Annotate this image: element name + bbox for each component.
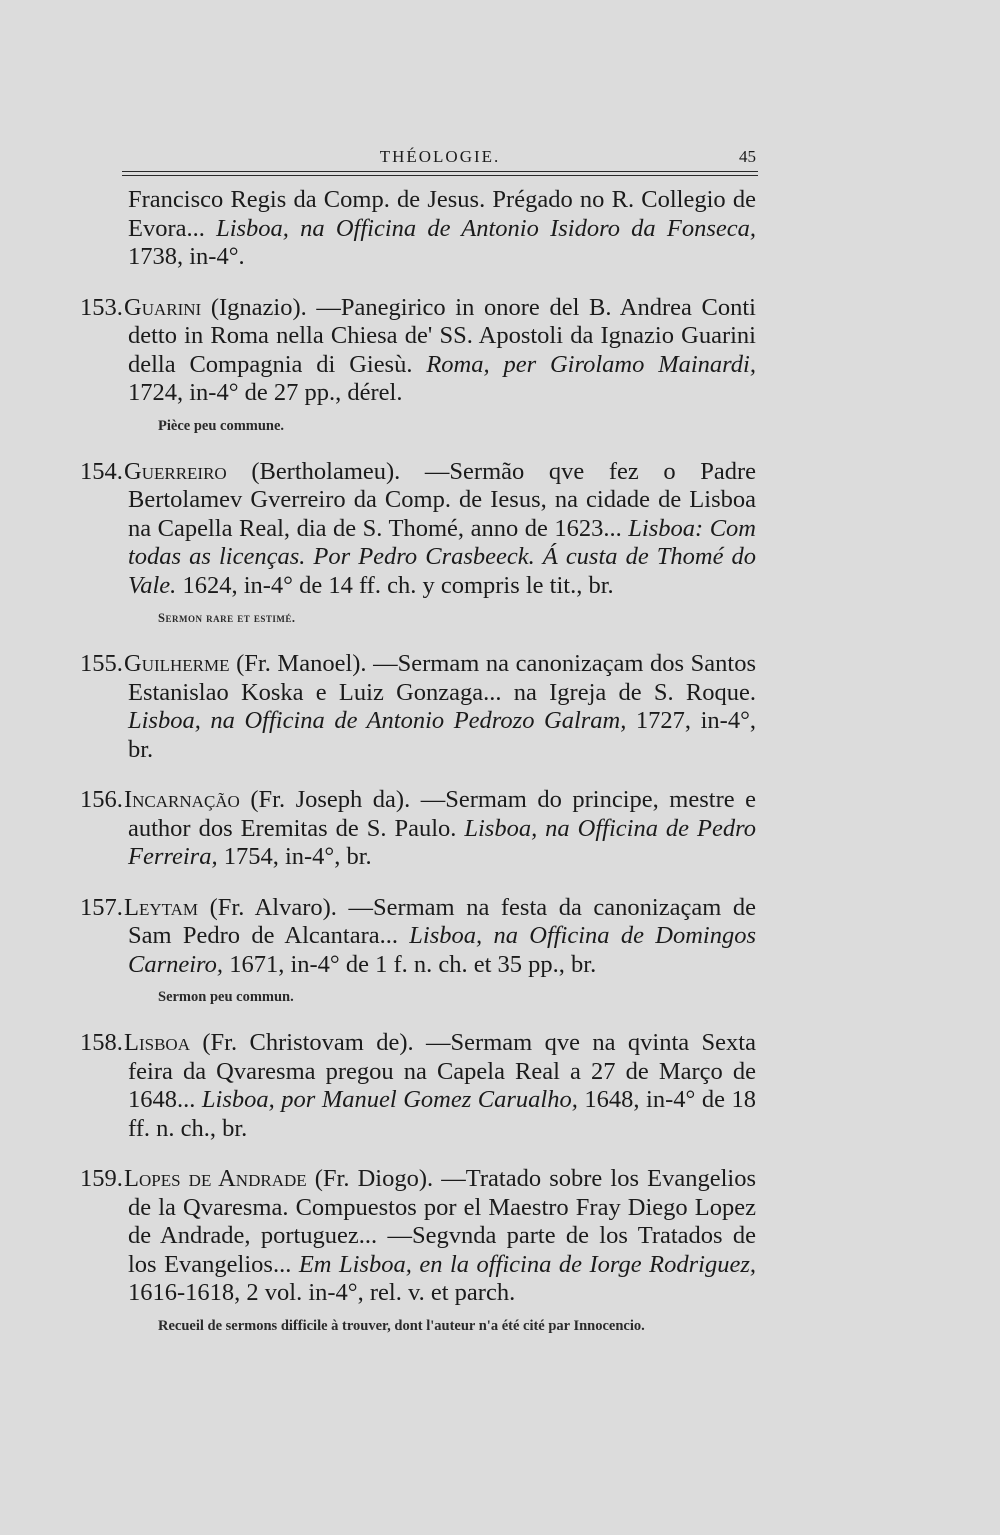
entry-imprint: Lisboa, na Officina de Antonio Pedrozo Galram, xyxy=(128,707,627,734)
entry-author: Guarini xyxy=(124,293,202,321)
entry-number: 157. xyxy=(80,893,123,921)
entry-imprint: Lisboa: Com todas as licenças. Por Pedro Crasbeeck. Á custa de Thomé do Vale. xyxy=(128,514,756,599)
entry-imprint: Lisboa, na Officina de Pedro Ferreira, xyxy=(128,814,756,870)
entry-text: (Fr. Joseph da). —Sermam do principe, mestre e author dos Eremitas de S. Paulo. xyxy=(128,786,756,842)
carryover-imprint: Lisboa, na Officina de Antonio Isidoro da Fonseca, xyxy=(216,214,756,242)
entry-author: Incarnação xyxy=(124,786,240,813)
entry-156 xyxy=(80,786,756,872)
entry-author: Lisboa xyxy=(124,1029,190,1056)
entry-imprint: Roma, per Girolamo Mainardi, xyxy=(426,350,756,378)
entry-number: 153. xyxy=(80,293,123,321)
entry-imprint: Lisboa, na Officina de Domingos Carneiro, xyxy=(128,922,756,978)
carryover-tail: 1738, in-4°. xyxy=(128,243,245,270)
entry-text: (Fr. Alvaro). —Sermam na festa da canonizaçam de Sam Pedro de Alcantara... xyxy=(128,893,756,949)
entry-153 xyxy=(80,294,756,408)
entry-157 xyxy=(80,894,756,980)
entry-author: Guerreiro xyxy=(124,457,227,485)
entry-note: Recueil de sermons difficile à trouver, dont l'auteur n'a été cité par Innocencio. xyxy=(158,1317,645,1334)
entry-number: 155. xyxy=(80,650,123,677)
entry-tail: 1724, in-4° de 27 pp., dérel. xyxy=(128,379,403,406)
entry-number: 154. xyxy=(80,457,123,485)
catalogue-text xyxy=(80,186,757,1336)
entry-author: Lopes de Andrade xyxy=(124,1165,307,1192)
entry-tail: 1648, in-4° de 18 ff. n. ch., br. xyxy=(128,1086,756,1142)
header-rule xyxy=(122,171,758,172)
entry-text: (Ignazio). —Panegirico in onore del B. Andrea Conti detto in Roma nella Chiesa de' SS. Apostoli da Ignazio Guarini della Compagnia di Giesù. xyxy=(128,293,756,378)
page-number: 45 xyxy=(739,147,756,166)
header-rule-double xyxy=(122,175,758,176)
page-header xyxy=(122,147,758,177)
entry-tail: 1754, in-4°, br. xyxy=(217,843,372,870)
entry-number: 158. xyxy=(80,1029,123,1056)
entry-note xyxy=(158,608,756,628)
entry-tail: 1616-1618, 2 vol. in-4°, rel. v. et parch. xyxy=(128,1279,516,1306)
entry-text: (Fr. Diogo). —Tratado sobre los Evangelios de la Qvaresma. Compuestos por el Maestro Fray Diego Lopez de Andrade, portuguez... —Segvnda parte de los Tratados de los Evangelios... xyxy=(128,1165,757,1278)
carryover-text: Francisco Regis da Comp. de Jesus. Prégado no R. Collegio de Evora... xyxy=(128,186,756,242)
entry-author: Guilherme xyxy=(124,650,230,677)
entry-number: 156. xyxy=(80,786,123,813)
entry-imprint: Lisboa, por Manuel Gomez Carualho, xyxy=(201,1086,578,1113)
entry-158 xyxy=(80,1029,756,1143)
entry-tail: 1727, in-4°, br. xyxy=(128,707,757,763)
entry-159 xyxy=(80,1165,756,1308)
entry-author: Leytam xyxy=(124,893,199,921)
entry-text: (Bertholameu). —Sermão qve fez o Padre Bertolamev Gverreiro da Comp. de Iesus, na cidade de Lisboa na Capella Real, dia de S. Thomé, anno de 1623... xyxy=(128,457,756,542)
entry-text: (Fr. Christovam de). —Sermam qve na qvinta Sexta feira da Qvaresma pregou na Capela Real a 27 de Março de 1648... xyxy=(128,1029,756,1113)
entry-note-text: Sermon rare et estimé. xyxy=(158,611,296,625)
entry-number: 159. xyxy=(80,1165,123,1192)
entry-154 xyxy=(80,458,756,601)
carryover-entry xyxy=(128,186,756,272)
entry-note: Sermon peu commun. xyxy=(158,989,294,1005)
running-title: THÉOLOGIE. xyxy=(379,147,501,166)
entry-tail: 1624, in-4° de 14 ff. ch. y compris le tit., br. xyxy=(176,571,614,599)
entry-text: (Fr. Manoel). —Sermam na canonizaçam dos Santos Estanislao Koska e Luiz Gonzaga... na Igreja de S. Roque. xyxy=(128,650,756,706)
entry-tail: 1671, in-4° de 1 f. n. ch. et 35 pp., br. xyxy=(223,950,597,978)
entry-imprint: Em Lisboa, en la officina de Iorge Rodriguez, xyxy=(298,1250,756,1278)
entry-155 xyxy=(80,650,756,764)
entry-note: Pièce peu commune. xyxy=(158,417,285,434)
